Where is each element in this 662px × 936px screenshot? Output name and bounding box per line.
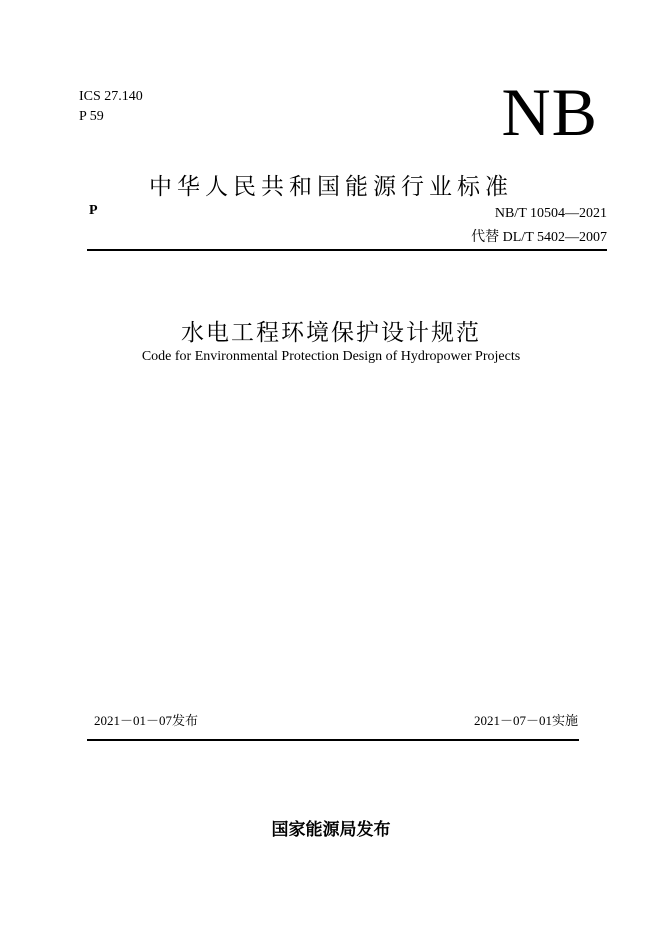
classification-block [79,87,143,127]
replaces-standard: 代替 DL/T 5402—2007 [471,230,607,245]
industry-standard-title: 中华人民共和国能源行业标准 [149,174,513,200]
top-divider [87,249,607,251]
p-mark: P [89,203,98,218]
standard-number: NB/T 10504—2021 [494,206,607,221]
standard-codes [471,202,607,250]
document-title-cn: 水电工程环境保护设计规范 [181,320,481,346]
bottom-divider [87,739,579,741]
document-title-en: Code for Environmental Protection Design of Hydropower Projects [141,349,521,364]
nb-logo: NB [501,74,598,150]
ics-code: ICS 27.140 [79,89,143,104]
publisher: 国家能源局发布 [271,820,391,840]
effective-date: 2021－07－01实施 [473,713,578,728]
publish-date: 2021－01－07发布 [94,713,199,728]
classification-code: P 59 [79,109,104,124]
